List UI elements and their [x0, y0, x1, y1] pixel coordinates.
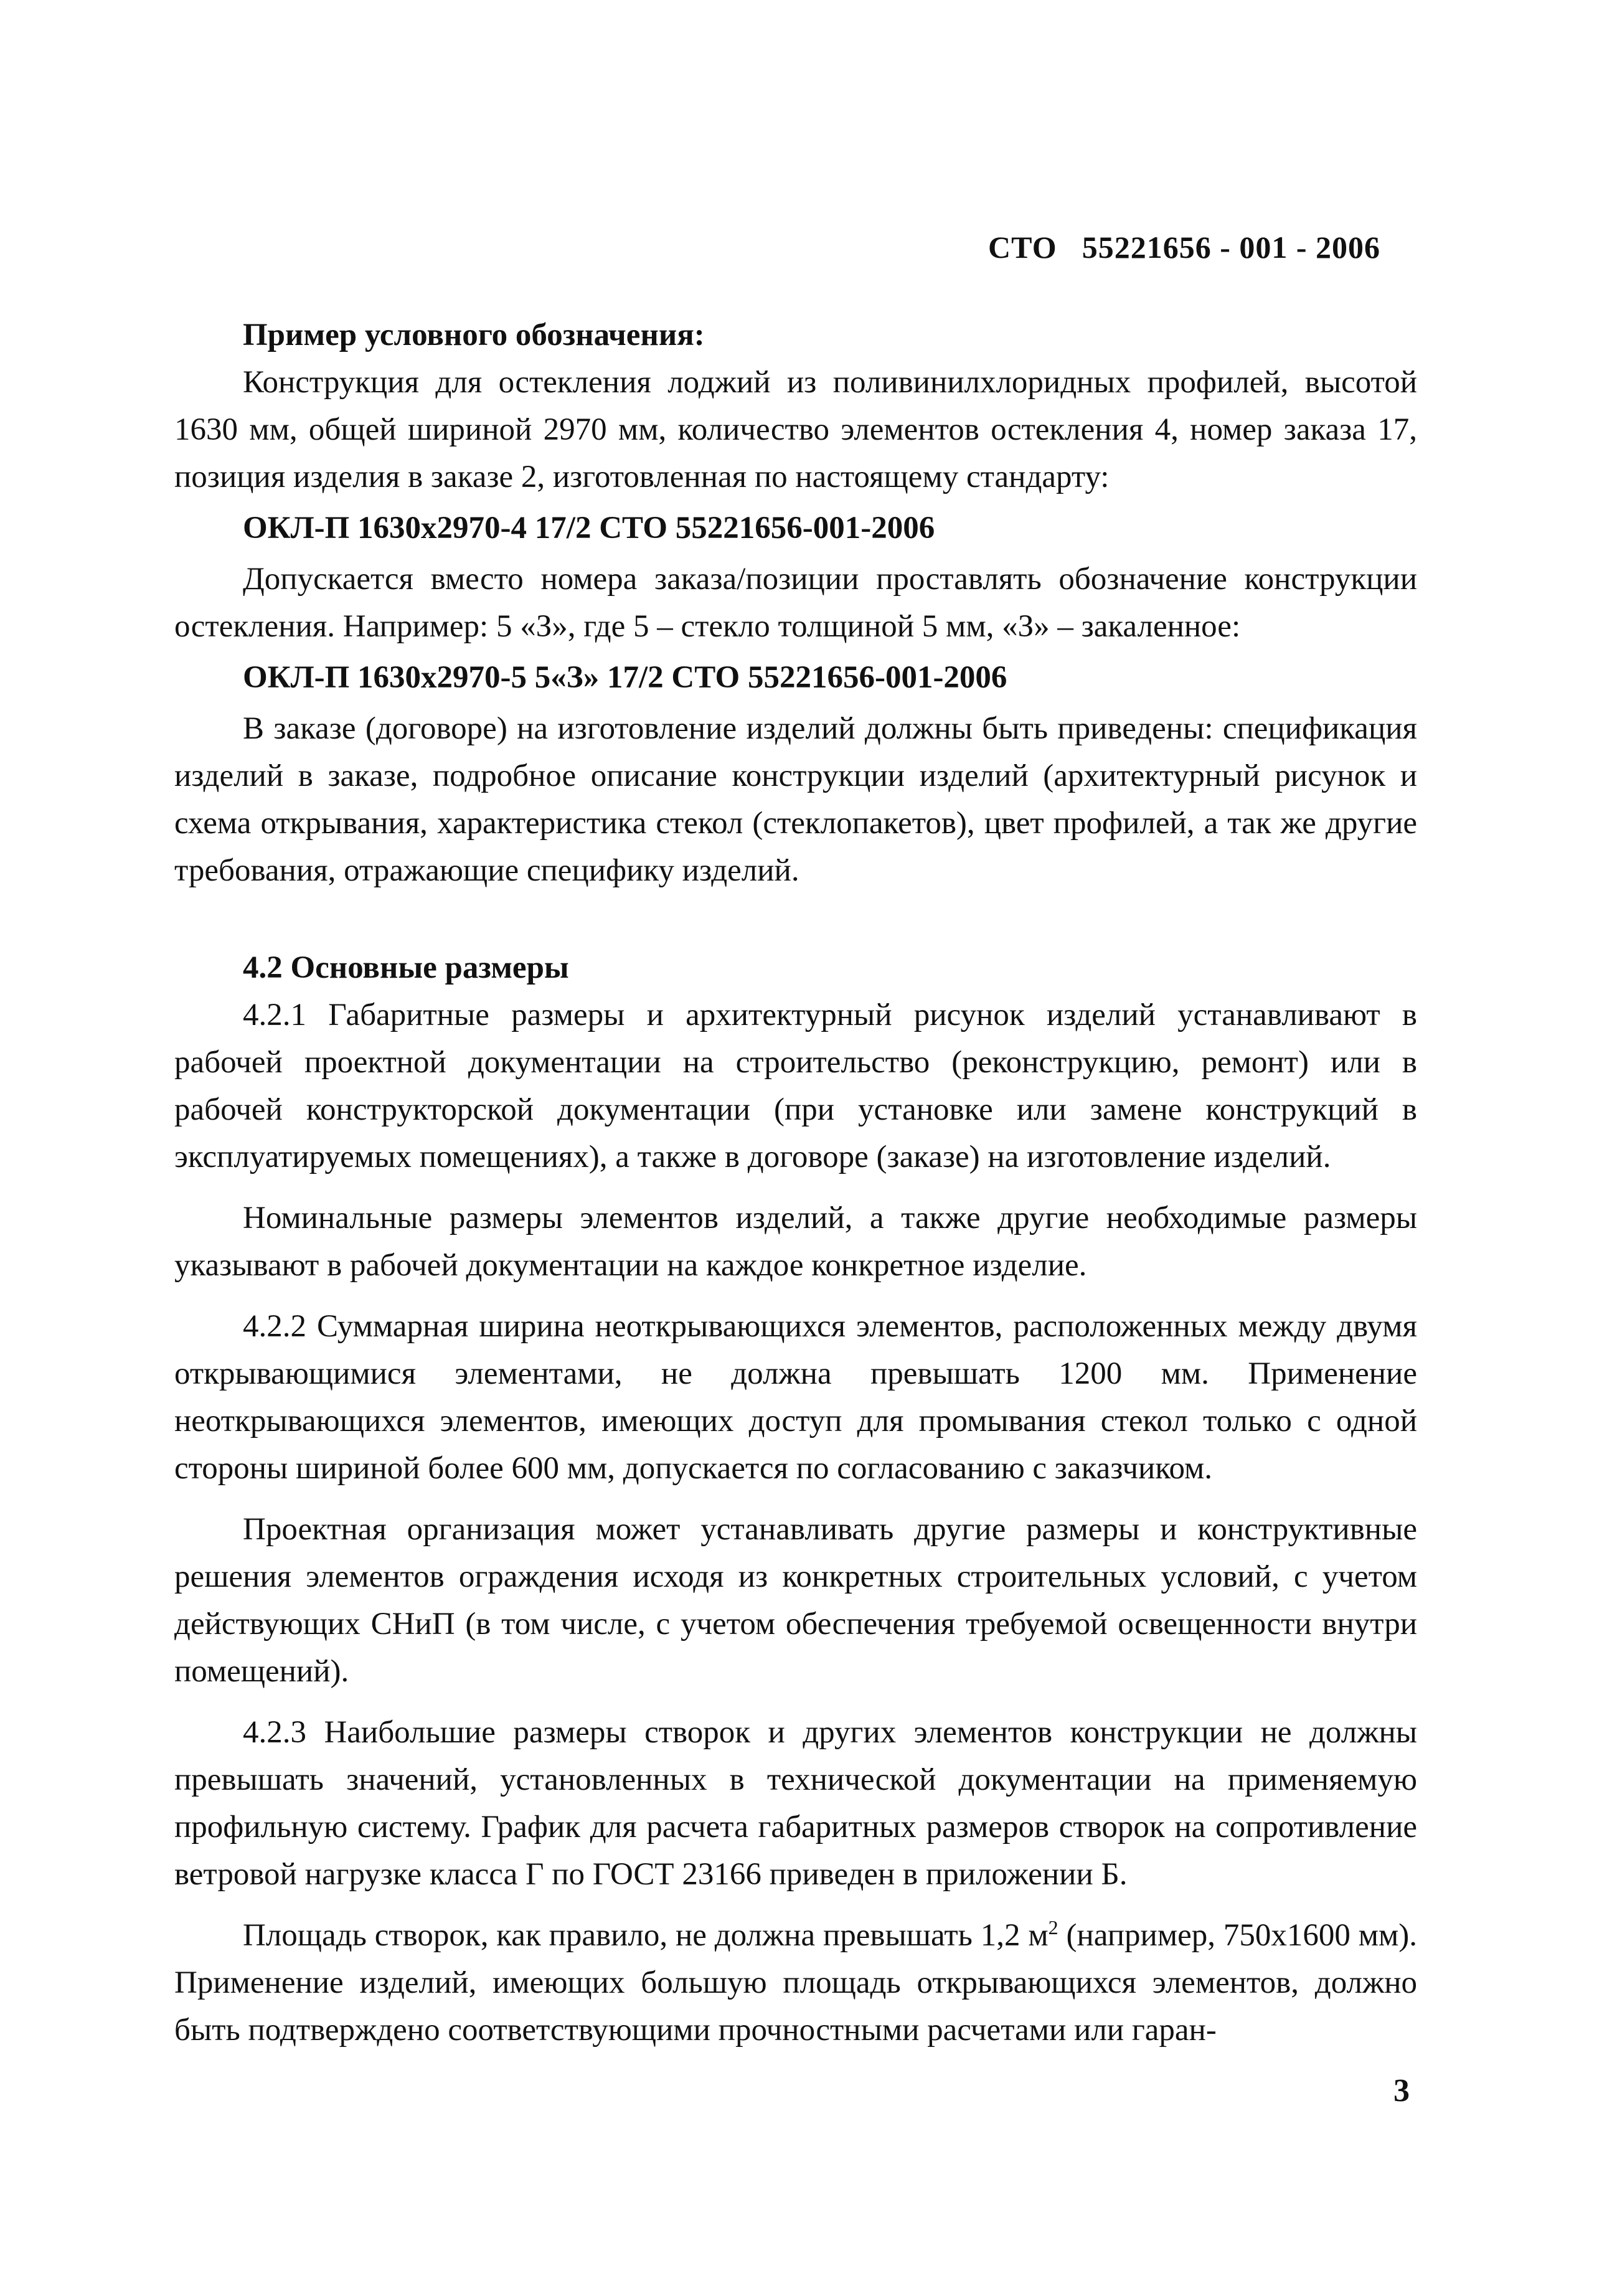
clause-4-2-2: 4.2.2 Суммарная ширина неоткрывающихся элементов, расположенных между двумя открывающимися элементами, не должна превышать 1200 мм. Применение неоткрывающихся элементов, имеющих доступ для промывания стекол только с одной стороны шириной более 600 мм, допускается по согласованию с заказчиком.	[174, 1309, 1417, 1486]
example-heading: Пример условного обозначения:	[243, 318, 705, 352]
document-code-number: 55221656 - 001 - 2006	[1082, 230, 1380, 265]
clause-4-2-3-text-start: Площадь створок, как правило, не должна превышать 1,2 м	[243, 1918, 1049, 1953]
clause-4-2-1: 4.2.1 Габаритные размеры и архитектурный рисунок изделий устанавливают в рабочей проектной документации на строительство (реконструкцию, ремонт) или в рабочей конструкторской документации (при установке или замене конструкций в эксплуатируемых помещениях), а также в договоре (заказе) на изготовление изделий.	[174, 998, 1417, 1174]
example-paragraph-3: В заказе (договоре) на изготовление изделий должны быть приведены: спецификация изделий в заказе, подробное описание конструкции изделий (архитектурный рисунок и схема открывания, характеристика стекол (стеклопакетов), цвет профилей, а так же другие требования, отражающие специфику изделий.	[174, 711, 1417, 888]
page-number: 3	[1393, 2073, 1410, 2109]
clause-4-2-3: 4.2.3 Наибольшие размеры створок и других элементов конструкции не должны превышать значений, установленных в технической документации на применяемую профильную систему. График для расчета габаритных размеров створок на сопротивление ветровой нагрузке класса Г по ГОСТ 23166 приведен в приложении Б.	[174, 1715, 1417, 1892]
clause-4-2-3-paragraph-2	[174, 1912, 1417, 2054]
clause-4-2-2-paragraph-2: Проектная организация может устанавливать другие размеры и конструктивные решения элементов ограждения исходя из конкретных строительных условий, с учетом действующих СНиП (в том числе, с учетом обеспечения требуемой освещенности внутри помещений).	[174, 1512, 1417, 1689]
clause-4-2-1-paragraph-2: Номинальные размеры элементов изделий, а также другие необходимые размеры указывают в рабочей документации на каждое конкретное изделие.	[174, 1201, 1417, 1283]
document-code-prefix: СТО	[987, 230, 1057, 265]
area-unit-superscript: 2	[1048, 1916, 1058, 1939]
example-paragraph-2: Допускается вместо номера заказа/позиции проставлять обозначение конструкции остекления. Например: 5 «З», где 5 – стекло толщиной 5 мм, «З» – закаленное:	[174, 562, 1417, 644]
section-heading: 4.2 Основные размеры	[243, 950, 569, 985]
example-paragraph-1: Конструкция для остекления лоджий из поливинилхлоридных профилей, высотой 1630 мм, общей шириной 2970 мм, количество элементов остекления 4, номер заказа 17, позиция изделия в заказе 2, изготовленная по настоящему стандарту:	[174, 365, 1417, 494]
document-body	[174, 311, 1417, 2054]
designation-example-2: ОКЛ-П 1630x2970-5 5«З» 17/2 СТО 55221656-001-2006	[243, 660, 1007, 695]
clause-4-2-3-text-end: (например, 750x1600 мм). Применение изделий, имеющих большую площадь открывающихся элементов, должно быть подтверждено соответствующими прочностными расчетами или гаран-	[174, 1918, 1417, 2048]
document-code	[988, 229, 1380, 265]
designation-example-1: ОКЛ-П 1630x2970-4 17/2 СТО 55221656-001-2006	[243, 511, 935, 546]
